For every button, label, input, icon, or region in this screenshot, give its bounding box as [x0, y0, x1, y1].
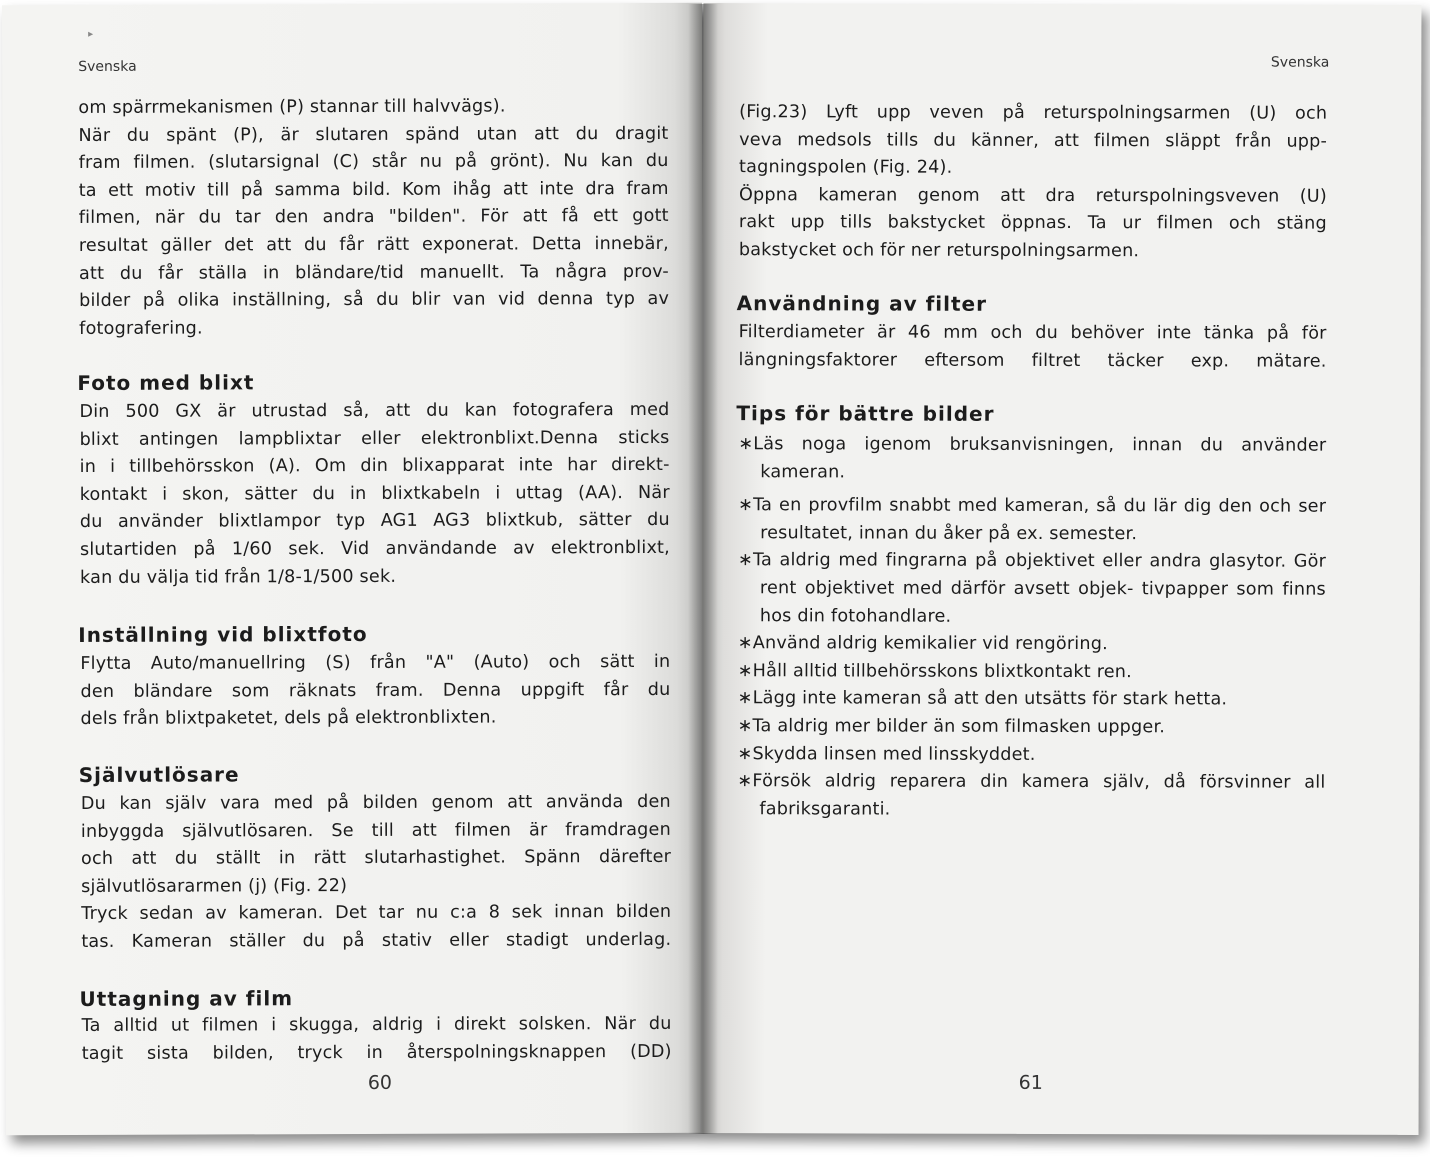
text-line: tagningspolen (Fig. 24).	[739, 157, 953, 178]
tips-list	[737, 431, 1326, 825]
flash-paragraph	[79, 397, 670, 592]
right-page-header: Svenska	[1270, 54, 1330, 71]
text-line: tagit sista bilden, tryck in återspolningsknappen (DD)	[81, 1041, 672, 1064]
text-line: bilder på olika inställning, så du blir van vid denna typ av	[79, 289, 670, 312]
text-line: fram filmen. (slutarsignal (C) står nu på grönt). Nu kan du	[78, 151, 669, 174]
list-item: ∗Läs noga igenom bruksanvisningen, innan du använder kameran.	[738, 434, 1327, 483]
section-heading-selftimer: Självutlösare	[78, 762, 240, 787]
text-line: självutlösararmen (j) (Fig. 22)	[81, 875, 348, 897]
text-line: Din 500 GX är utrustad så, att du kan fotografera med	[79, 399, 670, 422]
section-heading-flash: Foto med blixt	[77, 370, 255, 395]
book-gutter-shadow	[688, 4, 718, 1134]
text-line: in i tillbehörsskon (A). Om din blixapparat inte har direkt-	[79, 455, 670, 478]
book-spread	[4, 4, 1420, 1144]
text-line: fotografering.	[79, 318, 203, 339]
text-line: att du får ställa in bländare/tid manuellt. Ta några prov-	[78, 261, 669, 284]
left-page-header: Svenska	[78, 58, 137, 75]
list-item: ∗Ta aldrig mer bilder än som filmasken uppger.	[737, 716, 1166, 738]
text-line: Du kan själv vara med på bilden genom att använda den	[80, 791, 671, 814]
text-line: blixt antingen lampblixtar eller elektronblixt.Denna sticks	[79, 427, 670, 450]
text-line: rakt upp tills bakstycket öppnas. Ta ur filmen och stäng	[738, 212, 1327, 235]
text-line: (Fig.23) Lyft upp veven på returspolningsarmen (U) och	[739, 102, 1328, 124]
list-item: ∗Lägg inte kameran så att den utsätts för stark hetta.	[737, 688, 1228, 710]
page-number-right: 61	[1018, 1071, 1043, 1094]
text-line: resultat gäller det att du får rätt exponerat. Detta innebär,	[78, 233, 669, 256]
left-page	[2, 3, 706, 1135]
text-line: tas. Kameran ställer du på stativ eller stadigt underlag.	[81, 929, 672, 952]
corner-mark: ▸	[88, 28, 94, 40]
text-line: Ta alltid ut filmen i skugga, aldrig i direkt solsken. När du	[81, 1013, 672, 1036]
text-line: Tryck sedan av kameran. Det tar nu c:a 8 sek innan bilden	[81, 902, 672, 925]
text-line: Filterdiameter är 46 mm och du behöver inte tänka på för	[738, 322, 1327, 344]
section-heading-tips: Tips för bättre bilder	[736, 401, 995, 426]
text-line: slutartiden på 1/60 sek. Vid användande av elektronblixt,	[79, 537, 670, 560]
text-line: kan du välja tid från 1/8-1/500 sek.	[79, 566, 397, 588]
text-line: kontakt i skon, sätter du in blixtkabeln i uttag (AA). När	[79, 482, 670, 505]
selftimer-paragraph	[81, 789, 672, 957]
right-page	[701, 3, 1422, 1135]
list-item: ∗Håll alltid tillbehörsskons blixtkontakt ren.	[737, 660, 1132, 682]
list-item: ∗Skydda linsen med linsskyddet.	[737, 743, 1036, 765]
text-line: När du spänt (P), är slutaren spänd utan att du dragit	[78, 123, 669, 146]
section-heading-flash-setting: Inställning vid blixtfoto	[78, 621, 368, 647]
text-line: bakstycket och för ner returspolningsarmen.	[738, 240, 1140, 262]
flash-setting-paragraph	[80, 649, 670, 734]
rewind-paragraph	[739, 99, 1327, 266]
section-heading-filter: Användning av filter	[736, 291, 988, 316]
text-line: veva medsols tills du känner, att filmen släppt från upp-	[739, 129, 1328, 152]
list-item: ∗Ta en provfilm snabbt med kameran, så du lär dig den och ser resultatet, innan du åker på ex. semester.	[738, 495, 1327, 544]
text-line: Öppna kameran genom att dra returspolningsveven (U)	[738, 184, 1328, 207]
text-line: inbyggda självutlösaren. Se till att filmen är framdragen	[80, 819, 671, 842]
section-heading-unload: Uttagning av film	[79, 986, 294, 1011]
list-item: ∗Ta aldrig med fingrarna på objektivet eller andra glasytor. Gör rent objektivet med därför avsett objek- tivpapper som finns hos din fotohandlare.	[737, 550, 1327, 627]
filter-paragraph	[739, 319, 1327, 376]
text-line: Flytta Auto/manuellring (S) från "A" (Auto) och sätt in	[80, 651, 671, 674]
text-line: och att du ställt in rätt slutarhastighet. Spänn därefter	[80, 847, 672, 870]
text-line: längningsfaktorer eftersom filtret täcker exp. mätare.	[738, 349, 1327, 372]
page-number-left: 60	[367, 1071, 393, 1094]
text-line: du använder blixtlampor typ AG1 AG3 blixtkub, sätter du	[79, 510, 670, 533]
list-item: ∗Försök aldrig reparera din kamera själv, då försvinner all fabriksgaranti.	[737, 771, 1326, 820]
list-item: ∗Använd aldrig kemikalier vid rengöring.	[737, 633, 1108, 655]
unload-paragraph	[82, 1011, 672, 1068]
text-line: om spärrmekanismen (P) stannar till halvvägs).	[78, 96, 506, 118]
text-line: ta ett motiv till på samma bild. Kom ihåg att inte dra fram	[78, 178, 669, 201]
text-line: den bländare som räknats fram. Denna uppgift får du	[80, 679, 671, 702]
text-line: filmen, när du tar den andra "bilden". För att få ett gott	[78, 206, 669, 229]
intro-paragraph	[78, 93, 669, 343]
text-line: dels från blixtpaketet, dels på elektronblixten.	[80, 707, 497, 730]
